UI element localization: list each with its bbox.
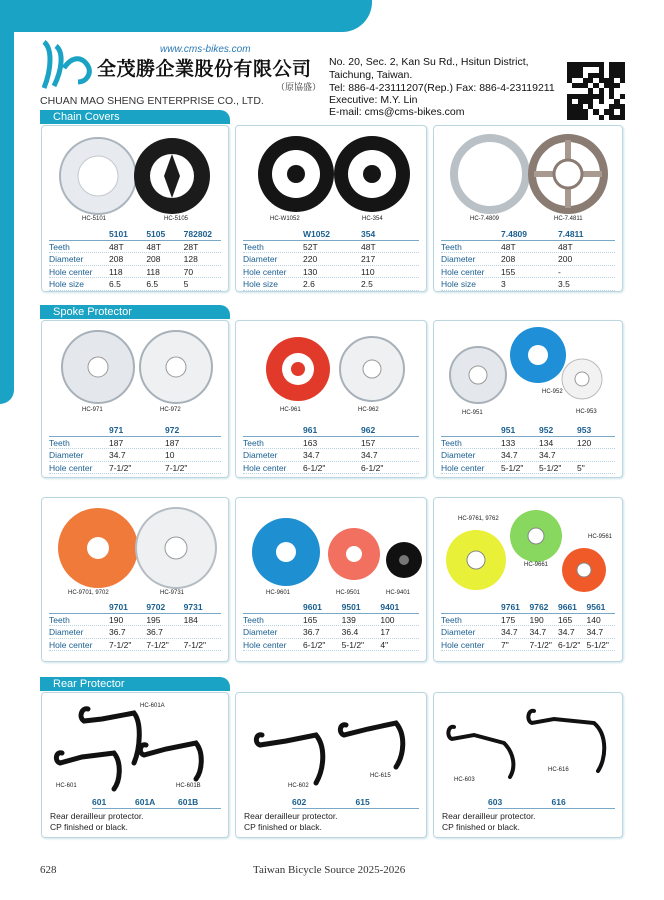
spec-table bbox=[243, 228, 419, 291]
spec-table bbox=[243, 424, 419, 474]
description-line: Rear derailleur protector. bbox=[442, 811, 536, 821]
label-teeth: Teeth bbox=[243, 437, 264, 448]
spec-value: 175 bbox=[501, 614, 516, 625]
phone-fax: Tel: 886-4-23111207(Rep.) Fax: 886-4-23119211 bbox=[329, 82, 555, 94]
model-number: 951 bbox=[501, 425, 516, 435]
spec-value: 10 bbox=[165, 450, 175, 461]
label-diameter: Diameter bbox=[441, 254, 476, 265]
chain-cover-image bbox=[236, 130, 428, 222]
model-number: 972 bbox=[165, 425, 180, 435]
spoke-protector-image bbox=[42, 502, 230, 594]
description bbox=[244, 811, 338, 833]
spec-value: 48T bbox=[146, 241, 161, 252]
description-line: Rear derailleur protector. bbox=[50, 811, 144, 821]
image-caption: HC-971 bbox=[82, 407, 103, 413]
spec-value: 48T bbox=[558, 241, 573, 252]
spec-table bbox=[243, 601, 419, 651]
image-caption: HC-9701, 9702 bbox=[68, 590, 109, 596]
spec-value: 36.7 bbox=[109, 627, 126, 638]
image-caption: HC-9731 bbox=[160, 590, 185, 596]
spec-value: 220 bbox=[303, 254, 318, 265]
publication-title: Taiwan Bicycle Source 2025-2026 bbox=[253, 864, 406, 876]
spec-value: 36.7 bbox=[303, 627, 320, 638]
address-line-1: No. 20, Sec. 2, Kan Su Rd., Hsitun District, bbox=[329, 56, 529, 68]
model-number: 961 bbox=[303, 425, 318, 435]
model-number: 9731 bbox=[183, 602, 203, 612]
model-number: 602 bbox=[292, 797, 307, 807]
spec-value: 5-1/2" bbox=[501, 462, 524, 473]
model-number: 601A bbox=[135, 797, 156, 807]
image-caption: HC-5105 bbox=[164, 216, 189, 222]
image-caption: HC-W1052 bbox=[270, 216, 300, 222]
spec-table bbox=[49, 601, 221, 651]
label-hole-center: Hole center bbox=[243, 462, 287, 473]
spec-value: 110 bbox=[361, 266, 375, 277]
email[interactable]: E-mail: cms@cms-bikes.com bbox=[329, 106, 465, 118]
image-caption: HC-616 bbox=[548, 767, 569, 773]
model-number: 9661 bbox=[558, 602, 577, 612]
image-caption: HC-9561 bbox=[588, 534, 613, 540]
company-logo bbox=[38, 38, 96, 90]
section-spoke-protector: Spoke Protector bbox=[40, 305, 230, 319]
panel-rear-603 bbox=[433, 692, 623, 838]
panel-spoke-9701 bbox=[41, 497, 229, 662]
image-caption: HC-602 bbox=[288, 783, 309, 789]
company-name-chinese: 全茂勝企業股份有限公司 bbox=[97, 58, 312, 80]
spec-value: 36.7 bbox=[146, 627, 163, 638]
spec-value: 7-1/2" bbox=[529, 639, 552, 650]
model-number: W1052 bbox=[303, 229, 330, 239]
image-caption: HC-601A bbox=[140, 703, 165, 709]
spec-value: 34.7 bbox=[539, 450, 556, 461]
spec-value: - bbox=[558, 266, 561, 277]
model-number: 5105 bbox=[146, 229, 166, 239]
panel-spoke-951 bbox=[433, 320, 623, 478]
model-row bbox=[488, 796, 615, 809]
spec-value: 48T bbox=[109, 241, 124, 252]
model-number: 9561 bbox=[586, 602, 606, 612]
image-caption: HC-5101 bbox=[82, 216, 107, 222]
spec-value: 134 bbox=[539, 437, 554, 448]
label-teeth: Teeth bbox=[49, 241, 70, 252]
chain-cover-image bbox=[42, 130, 230, 222]
spec-table bbox=[49, 424, 221, 474]
spec-value: 6-1/2" bbox=[558, 639, 581, 650]
chain-cover-image bbox=[434, 130, 624, 222]
image-caption: HC-601B bbox=[176, 783, 201, 789]
panel-spoke-9761 bbox=[433, 497, 623, 662]
description-line: Rear derailleur protector. bbox=[244, 811, 338, 821]
address-line-2: Taichung, Taiwan. bbox=[329, 69, 413, 81]
spec-value: 155 bbox=[501, 266, 516, 277]
model-number: 952 bbox=[539, 425, 554, 435]
model-number: 9701 bbox=[109, 602, 128, 612]
model-number: 9401 bbox=[380, 602, 400, 612]
model-number: 7.4809 bbox=[501, 229, 527, 239]
spec-value: 208 bbox=[109, 254, 124, 265]
company-name-english: CHUAN MAO SHENG ENTERPRISE CO., LTD. bbox=[40, 95, 264, 107]
model-row bbox=[92, 796, 221, 809]
label-hole-size: Hole size bbox=[49, 279, 84, 290]
image-caption: HC-9401 bbox=[386, 590, 411, 596]
spec-value bbox=[184, 626, 221, 638]
spec-value: 165 bbox=[303, 614, 318, 625]
model-number: 616 bbox=[551, 797, 566, 807]
label-hole-center: Hole center bbox=[441, 266, 485, 277]
spec-value: 34.7 bbox=[586, 627, 604, 638]
image-caption: HC-615 bbox=[370, 773, 391, 779]
spoke-protector-image bbox=[236, 325, 428, 411]
spec-value: 36.4 bbox=[341, 627, 359, 638]
label-hole-size: Hole size bbox=[243, 279, 278, 290]
section-rear-protector: Rear Protector bbox=[40, 677, 230, 691]
label-diameter: Diameter bbox=[49, 254, 84, 265]
spec-value: 190 bbox=[109, 614, 124, 625]
top-banner bbox=[0, 0, 372, 32]
label-diameter: Diameter bbox=[243, 254, 278, 265]
spec-value bbox=[577, 449, 615, 461]
spec-value: 34.7 bbox=[558, 627, 575, 638]
executive: Executive: M.Y. Lin bbox=[329, 94, 418, 106]
spec-value: 130 bbox=[303, 266, 318, 277]
spec-value: 34.7 bbox=[529, 627, 547, 638]
spec-value: 7-1/2" bbox=[183, 639, 207, 650]
spec-value: 6-1/2" bbox=[303, 639, 326, 650]
spec-value: 48T bbox=[501, 241, 516, 252]
spec-value: 187 bbox=[109, 437, 124, 448]
spec-value: 195 bbox=[146, 614, 161, 625]
label-hole-center: Hole center bbox=[49, 639, 93, 650]
model-number: 9702 bbox=[146, 602, 166, 612]
description-line: CP finished or black. bbox=[442, 822, 520, 832]
image-caption: HC-972 bbox=[160, 407, 181, 413]
image-caption: HC-953 bbox=[576, 409, 597, 415]
image-caption: HC-9601 bbox=[266, 590, 291, 596]
spec-value: 6.5 bbox=[146, 279, 159, 290]
label-diameter: Diameter bbox=[441, 627, 476, 638]
company-former-name: （原協盛） bbox=[276, 82, 322, 92]
label-teeth: Teeth bbox=[441, 241, 462, 252]
label-diameter: Diameter bbox=[49, 450, 84, 461]
spoke-protector-image bbox=[42, 325, 230, 411]
spec-value: 139 bbox=[341, 614, 356, 625]
spec-table bbox=[441, 424, 615, 474]
spec-value: 34.7 bbox=[501, 627, 518, 638]
image-caption: HC-952 bbox=[542, 389, 563, 395]
label-diameter: Diameter bbox=[243, 450, 278, 461]
spec-value: 2.5 bbox=[361, 279, 373, 290]
model-number: 953 bbox=[577, 425, 592, 435]
model-number: 971 bbox=[109, 425, 124, 435]
image-caption: HC-7.4811 bbox=[554, 216, 583, 222]
image-caption: HC-603 bbox=[454, 777, 475, 783]
spec-value: 34.7 bbox=[361, 450, 378, 461]
label-hole-center: Hole center bbox=[243, 639, 287, 650]
spec-value: 140 bbox=[586, 614, 601, 625]
model-number: 354 bbox=[361, 229, 376, 239]
label-hole-center: Hole center bbox=[243, 266, 287, 277]
model-number: 603 bbox=[488, 797, 503, 807]
panel-chain-7-4809 bbox=[433, 125, 623, 292]
label-diameter: Diameter bbox=[243, 627, 278, 638]
spec-value: 118 bbox=[146, 266, 160, 277]
model-number: 9601 bbox=[303, 602, 322, 612]
panel-rear-601 bbox=[41, 692, 229, 838]
spec-value: 34.7 bbox=[109, 450, 126, 461]
label-hole-center: Hole center bbox=[49, 266, 93, 277]
spec-value: 217 bbox=[361, 254, 376, 265]
spec-value: 5-1/2" bbox=[586, 639, 609, 650]
spec-value: 17 bbox=[380, 627, 390, 638]
label-teeth: Teeth bbox=[49, 614, 70, 625]
spec-value: 3.5 bbox=[558, 279, 570, 290]
spec-value: 6.5 bbox=[109, 279, 121, 290]
website-url[interactable]: www.cms-bikes.com bbox=[160, 44, 251, 55]
spec-value: 6-1/2" bbox=[361, 462, 384, 473]
page-number: 628 bbox=[40, 864, 57, 876]
spec-value: 128 bbox=[183, 254, 198, 265]
label-teeth: Teeth bbox=[243, 241, 264, 252]
spec-value: 184 bbox=[183, 614, 198, 625]
model-number: 9762 bbox=[529, 602, 549, 612]
model-row bbox=[292, 796, 419, 809]
spec-value: 52T bbox=[303, 241, 318, 252]
spec-value: 7-1/2" bbox=[109, 639, 132, 650]
label-diameter: Diameter bbox=[441, 450, 476, 461]
spec-value: 190 bbox=[529, 614, 544, 625]
description-line: CP finished or black. bbox=[244, 822, 322, 832]
spec-value: 48T bbox=[361, 241, 376, 252]
label-teeth: Teeth bbox=[49, 437, 70, 448]
image-caption: HC-9761, 9762 bbox=[458, 516, 499, 522]
image-caption: HC-9661 bbox=[524, 562, 549, 568]
label-diameter: Diameter bbox=[49, 627, 84, 638]
spec-value: 70 bbox=[183, 266, 194, 277]
description bbox=[442, 811, 536, 833]
left-banner bbox=[0, 32, 14, 404]
spec-value: 187 bbox=[165, 437, 180, 448]
label-teeth: Teeth bbox=[243, 614, 264, 625]
spoke-protector-image bbox=[434, 325, 624, 411]
spec-value: 120 bbox=[577, 437, 592, 448]
label-teeth: Teeth bbox=[441, 437, 462, 448]
spec-value: 100 bbox=[380, 614, 395, 625]
spec-value: 34.7 bbox=[303, 450, 320, 461]
image-caption: HC-961 bbox=[280, 407, 301, 413]
spec-value: 34.7 bbox=[501, 450, 518, 461]
model-number: 7.4811 bbox=[558, 229, 584, 239]
spec-value: 5" bbox=[577, 462, 585, 473]
spec-value: 133 bbox=[501, 437, 516, 448]
qr-code bbox=[567, 62, 625, 120]
description-line: CP finished or black. bbox=[50, 822, 128, 832]
panel-spoke-961 bbox=[235, 320, 427, 478]
spec-value: 28T bbox=[183, 241, 199, 252]
panel-chain-w1052 bbox=[235, 125, 427, 292]
label-hole-center: Hole center bbox=[49, 462, 93, 473]
spec-value: 200 bbox=[558, 254, 573, 265]
label-teeth: Teeth bbox=[441, 614, 462, 625]
section-chain-covers: Chain Covers bbox=[40, 110, 230, 124]
label-hole-center: Hole center bbox=[441, 639, 485, 650]
spec-value: 6-1/2" bbox=[303, 462, 326, 473]
spec-table bbox=[441, 228, 615, 291]
model-number: 5101 bbox=[109, 229, 128, 239]
description bbox=[50, 811, 144, 833]
spec-value: 5-1/2" bbox=[539, 462, 562, 473]
spec-table bbox=[49, 228, 221, 291]
spoke-protector-image bbox=[236, 502, 428, 594]
rear-protector-image bbox=[236, 697, 428, 797]
image-caption: HC-951 bbox=[462, 410, 483, 416]
image-caption: HC-601 bbox=[56, 783, 77, 789]
spec-value: 5 bbox=[183, 279, 189, 290]
model-number: 601 bbox=[92, 797, 107, 807]
spec-value: 7-1/2" bbox=[109, 462, 132, 473]
spec-value: 7" bbox=[501, 639, 509, 650]
label-hole-center: Hole center bbox=[441, 462, 485, 473]
spec-value: 208 bbox=[501, 254, 516, 265]
image-caption: HC-962 bbox=[358, 407, 379, 413]
rear-protector-image bbox=[42, 697, 230, 797]
image-caption: HC-7.4809 bbox=[470, 216, 500, 222]
spec-table bbox=[441, 601, 615, 651]
spec-value: 2.6 bbox=[303, 279, 315, 290]
panel-spoke-971 bbox=[41, 320, 229, 478]
spec-value: 165 bbox=[558, 614, 573, 625]
image-caption: HC-354 bbox=[362, 216, 383, 222]
spec-value: 3 bbox=[501, 279, 506, 290]
spec-value: 4" bbox=[380, 639, 389, 650]
model-number: 615 bbox=[355, 797, 370, 807]
model-number: 962 bbox=[361, 425, 376, 435]
panel-chain-5101 bbox=[41, 125, 229, 292]
spec-value: 208 bbox=[146, 254, 161, 265]
spec-value: 118 bbox=[109, 266, 123, 277]
spec-value: 5-1/2" bbox=[341, 639, 365, 650]
spec-value: 157 bbox=[361, 437, 376, 448]
label-hole-size: Hole size bbox=[441, 279, 476, 290]
model-number: 782802 bbox=[183, 229, 213, 239]
spec-value: 163 bbox=[303, 437, 318, 448]
panel-rear-602 bbox=[235, 692, 427, 838]
model-number: 9761 bbox=[501, 602, 520, 612]
spec-value: 7-1/2" bbox=[165, 462, 188, 473]
image-caption: HC-9501 bbox=[336, 590, 361, 596]
panel-spoke-9601 bbox=[235, 497, 427, 662]
model-number: 601B bbox=[178, 797, 199, 807]
model-number: 9501 bbox=[341, 602, 361, 612]
spec-value: 7-1/2" bbox=[146, 639, 169, 650]
